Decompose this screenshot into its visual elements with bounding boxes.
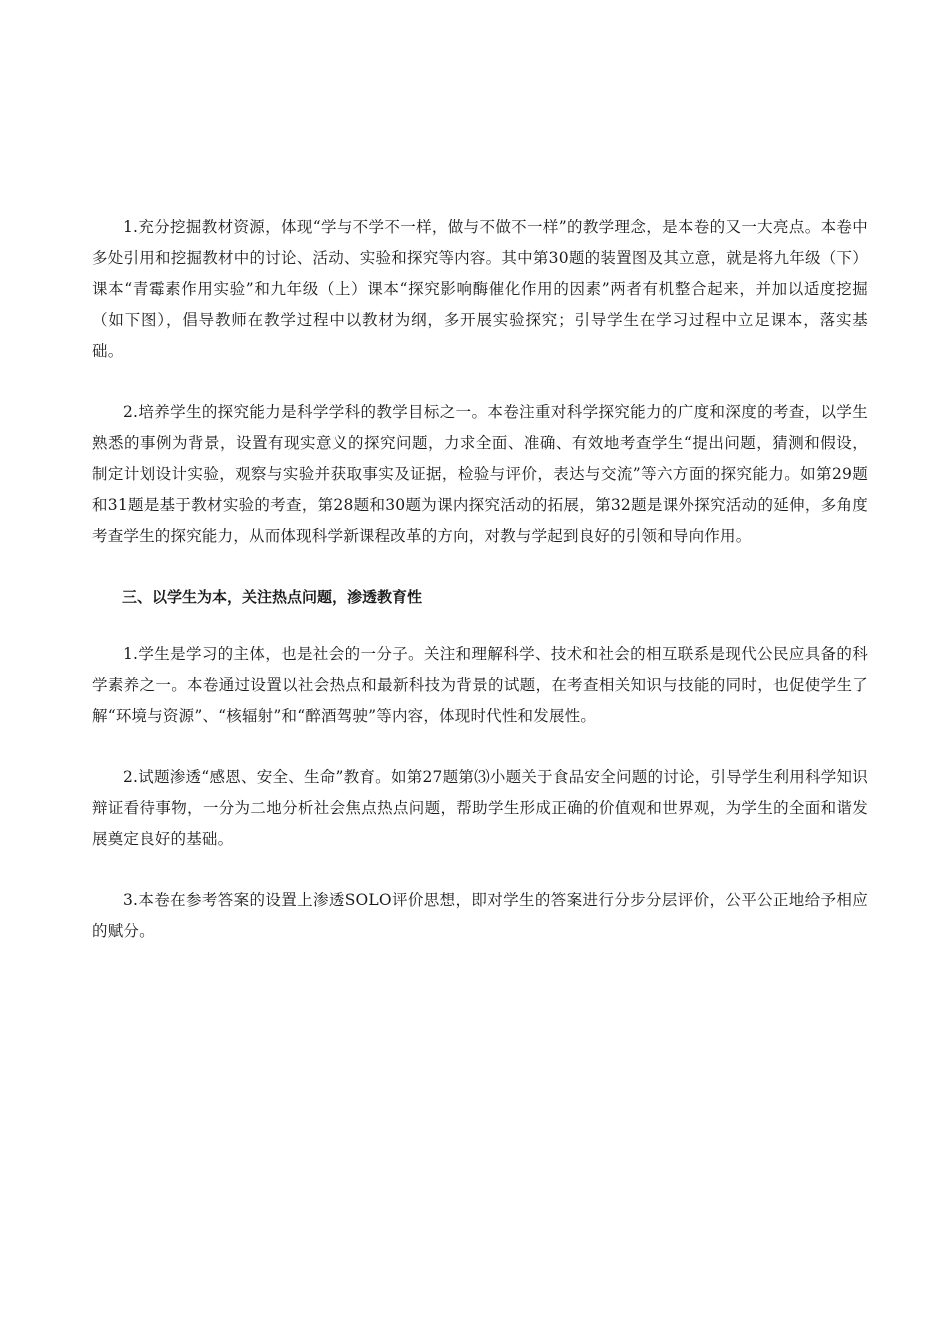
paragraph-inquiry-ability: 2.培养学生的探究能力是科学学科的教学目标之一。本卷注重对科学探究能力的广度和深度的考查，以学生熟悉的事例为背景，设置有现实意义的探究问题，力求全面、准确、有效地考查学生“提出问题，猜测和假设，制定计划设计实验，观察与实验并获取事实及证据，检验与评价，表达与交流”等六方面的探究能力。如第29题和31题是基于教材实验的考查，第28题和30题为课内探究活动的拓展，第32题是课外探究活动的延伸，多角度考查学生的探究能力，从而体现科学新课程改革的方向，对教与学起到良好的引领和导向作用。	[92, 403, 868, 545]
document-body	[92, 212, 868, 947]
paragraph-spacer	[92, 367, 868, 397]
paragraph-values-education: 2.试题渗透“感恩、安全、生命”教育。如第27题第⑶小题关于食品安全问题的讨论，引导学生利用科学知识辩证看待事物，一分为二地分析社会焦点热点问题，帮助学生形成正确的价值观和世界观，为学生的全面和谐发展奠定良好的基础。	[92, 768, 868, 848]
paragraph-spacer	[92, 732, 868, 762]
paragraph-textbook-resources: 1.充分挖掘教材资源，体现“学与不学不一样，做与不做不一样”的教学理念，是本卷的又一大亮点。本卷中多处引用和挖掘教材中的讨论、活动、实验和探究等内容。其中第30题的装置图及其立意，就是将九年级（下）课本“青霉素作用实验”和九年级（上）课本“探究影响酶催化作用的因素”两者有机整合起来，并加以适度挖掘（如下图），倡导教师在教学过程中以教材为纲，多开展实验探究；引导学生在学习过程中立足课本，落实基础。	[92, 218, 868, 360]
paragraph-student-subject: 1.学生是学习的主体，也是社会的一分子。关注和理解科学、技术和社会的相互联系是现代公民应具备的科学素养之一。本卷通过设置以社会热点和最新科技为背景的试题，在考查相关知识与技能的同时，也促使学生了解“环境与资源”、“核辐射”和“醉酒驾驶”等内容，体现时代性和发展性。	[92, 645, 868, 725]
paragraph-spacer	[92, 552, 868, 582]
paragraph-spacer	[92, 855, 868, 885]
paragraph-spacer	[92, 613, 868, 639]
section-heading-3: 三、以学生为本，关注热点问题，渗透教育性	[122, 588, 423, 606]
paragraph-solo-evaluation: 3.本卷在参考答案的设置上渗透SOLO评价思想，即对学生的答案进行分步分层评价，公平公正地给予相应的赋分。	[92, 891, 868, 940]
